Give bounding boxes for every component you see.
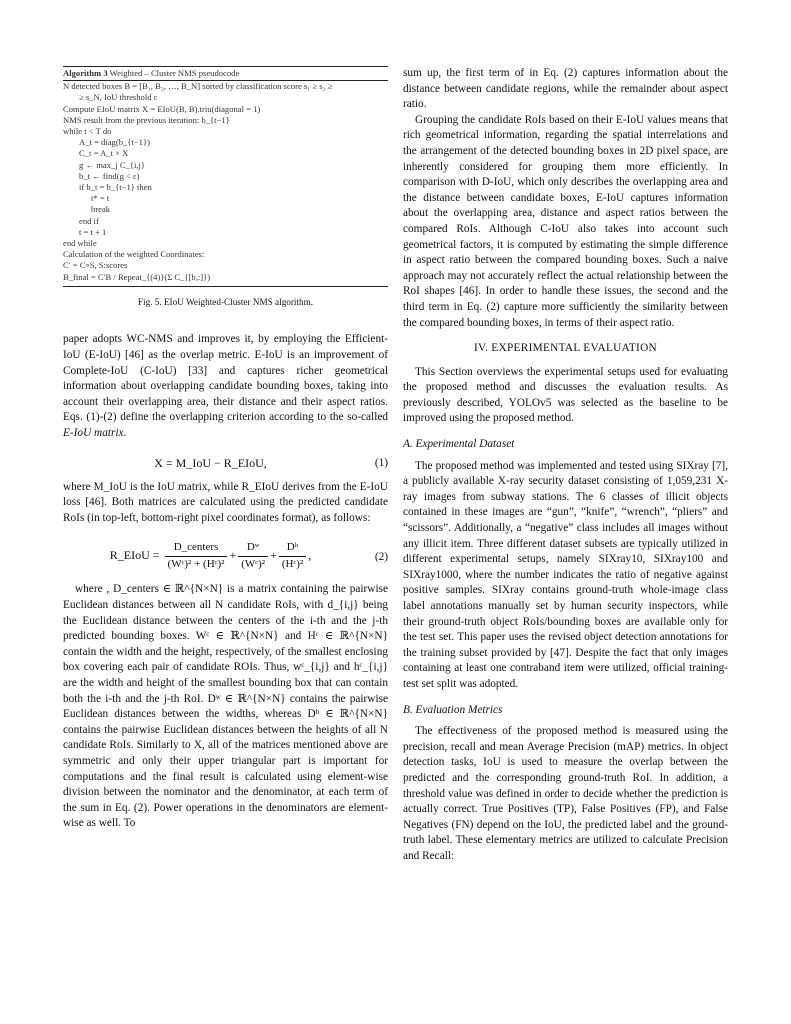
algorithm-line: b_t ← find(g < ε) bbox=[79, 170, 140, 181]
equation-1-number: (1) bbox=[374, 456, 388, 469]
equation-2-term-2: $\frac{\text{Dʷ}}{\text{(Wᶜ)²}}$ bbox=[238, 540, 268, 572]
algorithm-label: Algorithm 3 bbox=[63, 68, 108, 78]
paragraph-dataset: The proposed method was implemented and tested using SIXray [7], a publicly available X-ray security dataset consisting of 1,059,231 X-ray images from subway stations. The 6 classes of illicit objects contained in these images are “gun”, “knife”, “wrench”, “pliers” and “scissors”. Additionally, a “negative” class includes all images without any illicit item. Three different dataset subsets are typically utilized in different experimental setups, namely SIXray10, SIXray100 and SIXray1000, where the number indicates the ratio of negative against positive samples. SIXray contains ground-truth whole-image class label annotations manually set by human security inspectors, while their ground-truth object RoIs/bounding boxes are available only for the test set. This paper uses the revised object detection annotations for the training subset provided by [47]. Despite the fact that only images containing at least one contraband item were utilized, official training-test set split was adopted. bbox=[403, 459, 728, 690]
algorithm-bottom-rule bbox=[63, 286, 388, 287]
equation-2-term-3: $\frac{\text{Dʰ}}{\text{(Hᶜ)²}}$ bbox=[279, 540, 306, 572]
right-column bbox=[403, 66, 728, 865]
subsection-metrics: B. Evaluation Metrics bbox=[403, 703, 503, 716]
left-column bbox=[63, 66, 388, 832]
section-heading: IV. EXPERIMENTAL EVALUATION bbox=[473, 342, 658, 355]
paragraph-metrics: The effectiveness of the proposed method is measured using the precision, recall and mean Average Precision (mAP) metrics. In object detection tasks, IoU is used to measure the overlap between the predicted and the corresponding ground-truth RoI. In addition, a threshold value was defined in order to decide whether the prediction is actually correct. True Positives (TP), False Positives (FP), and False Negatives (FN) depend on the IoU, the predicted label and the ground-truth label. These elementary metrics are utilized to calculate Precision and Recall: bbox=[403, 725, 728, 862]
algorithm-title bbox=[63, 67, 388, 80]
algorithm-line: if b_t = b_{t−1} then bbox=[79, 182, 152, 193]
algorithm-line: t = t + 1 bbox=[79, 226, 107, 237]
algorithm-line: ≥ s_N, IoU threshold ε bbox=[79, 92, 158, 103]
algorithm-line: g ← max_j C_{i,j} bbox=[79, 159, 146, 170]
algorithm-line: end while bbox=[63, 238, 97, 249]
equation-1-body: X = M_IoU − R_EIoU, bbox=[154, 455, 267, 470]
algorithm-line: t* = t bbox=[91, 193, 110, 204]
paragraph-summary: sum up, the first term of in Eq. (2) captures information about the distance between candidate regions, while the remainder about aspect ratio. bbox=[403, 67, 728, 111]
equation-2-lhs: R_EIoU = bbox=[109, 548, 160, 563]
paragraph-matrices: where M_IoU is the IoU matrix, while R_EIoU derives from the E-IoU loss [46]. Both matrices are calculated using the predicted candidate RoIs (in top-left, bottom-right pixel coordinates format), as follows: bbox=[63, 480, 388, 524]
figure-caption: Fig. 5. EIoU Weighted-Cluster NMS algorithm. bbox=[137, 296, 314, 307]
algorithm-line: C′ = C∘S, S:scores bbox=[63, 260, 128, 271]
paragraph-definitions: where , D_centers ∈ ℝ^{N×N} is a matrix containing the pairwise Euclidean distances between all N candidate RoIs, with d_{i,j} being the Euclidean distance between the centers of the i-th and the j-th predicted bounding boxes. Wᶜ ∈ ℝ^{N×N} and Hᶜ ∈ ℝ^{N×N} contain the width and the height, respectively, of the smallest enclosing box covering each pair of candidate ROIs. Thus, wᶜ_{i,j} and hᶜ_{i,j} are the width and height of the smallest bounding box that can contain both the i-th and the j-th RoI. Dʷ ∈ ℝ^{N×N} contains the pairwise Euclidean distances between the widths, whereas Dʰ ∈ ℝ^{N×N} contains the pairwise Euclidean distances between the heights of all N candidate RoIs. Similarly to X, all of the matrices mentioned above are symmetric and only their upper triangular part is important for computations and the final result is calculated using element-wise division between the nominator and the denominator, at each term of the sum in Eq. (2). Power operations in the denominators are element-wise as well. To bbox=[63, 583, 388, 830]
algorithm-line: Calculation of the weighted Coordinates: bbox=[63, 249, 205, 260]
equation-2-number: (2) bbox=[374, 551, 388, 564]
algorithm-line: Compute EIoU matrix X = EIoU(B, B).triu(diagonal = 1) bbox=[63, 103, 261, 114]
equation-2-body: R_EIoU = $\frac{\text{D\_centers}}{\text{(Wᶜ)² + (Hᶜ)²}}$ + $\frac{\text{Dʷ}}{\text{(Wᶜ)²}}$ + $\frac{\text{Dʰ}}{\text{(Hᶜ)²}}$ , bbox=[63, 540, 358, 572]
equation-1 bbox=[63, 450, 388, 480]
algorithm-box bbox=[63, 66, 388, 287]
equation-2-term-1: $\frac{\text{D\_centers}}{\text{(Wᶜ)² + (Hᶜ)²}}$ bbox=[165, 540, 228, 572]
algorithm-line: C_t = A_t × X bbox=[79, 148, 129, 159]
algorithm-line: N detected boxes B = [B₁, B₂, …, B_N] sorted by classification score s₁ ≥ s₂ ≥ bbox=[63, 81, 333, 92]
equation-2 bbox=[63, 536, 388, 582]
algorithm-line: while t < T do bbox=[63, 126, 112, 137]
paragraph-grouping: Grouping the candidate RoIs based on their E-IoU values means that rich geometrical information, regarding the spatial interrelations and the arrangement of the detected bounding boxes in 2D pixel space, are inherently considered for grouping them more efficiently. In comparison with D-IoU, which only describes the overlapping area and the distance between candidate boxes, E-IoU captures information about the overlapping area, distance and aspect ratios between the compared RoIs. Although C-IoU also takes into account such geometrical factors, it is computed by estimating the simple difference in aspect ratio between the compared bounding boxes. Such a naive approach may not accurately reflect the actual relationship between the RoI shapes [46]. In order to handle these issues, the second and the third term in Eq. (2) capture more sufficiently the similarity between the compared bounding boxes, in terms of their aspect ratio. bbox=[403, 113, 728, 329]
paragraph-intro: paper adopts WC-NMS and improves it, by employing the Efficient-IoU (E-IoU) [46] as the overlap metric. E-IoU is an improvement of Complete-IoU (C-IoU) [33] and captures richer geometrical information about overlapping candidate bounding boxes, taking into account their overlapping area, their distance and their aspect ratios. Eqs. (1)-(2) define the overlapping criterion according to the so-called E-IoU matrix. bbox=[63, 333, 388, 440]
subsection-dataset: A. Experimental Dataset bbox=[403, 438, 515, 451]
algorithm-line: NMS result from the previous iteration: b_{t−1} bbox=[63, 114, 230, 125]
algorithm-line: end if bbox=[79, 215, 99, 226]
paragraph-overview: This Section overviews the experimental setups used for evaluating the proposed method and discusses the evaluation results. As previously described, YOLOv5 was selected as the baseline to be improved using the proposed method. bbox=[403, 365, 728, 425]
algorithm-line: A_t = diag(b_{t−1}) bbox=[79, 137, 150, 148]
algorithm-name: Weighted – Cluster NMS pseudocode bbox=[109, 68, 240, 78]
algorithm-line: B_final = C′B / Repeat_{(4)}(Σ C_{[b,:]}) bbox=[63, 271, 211, 282]
algorithm-line: break bbox=[91, 204, 111, 215]
